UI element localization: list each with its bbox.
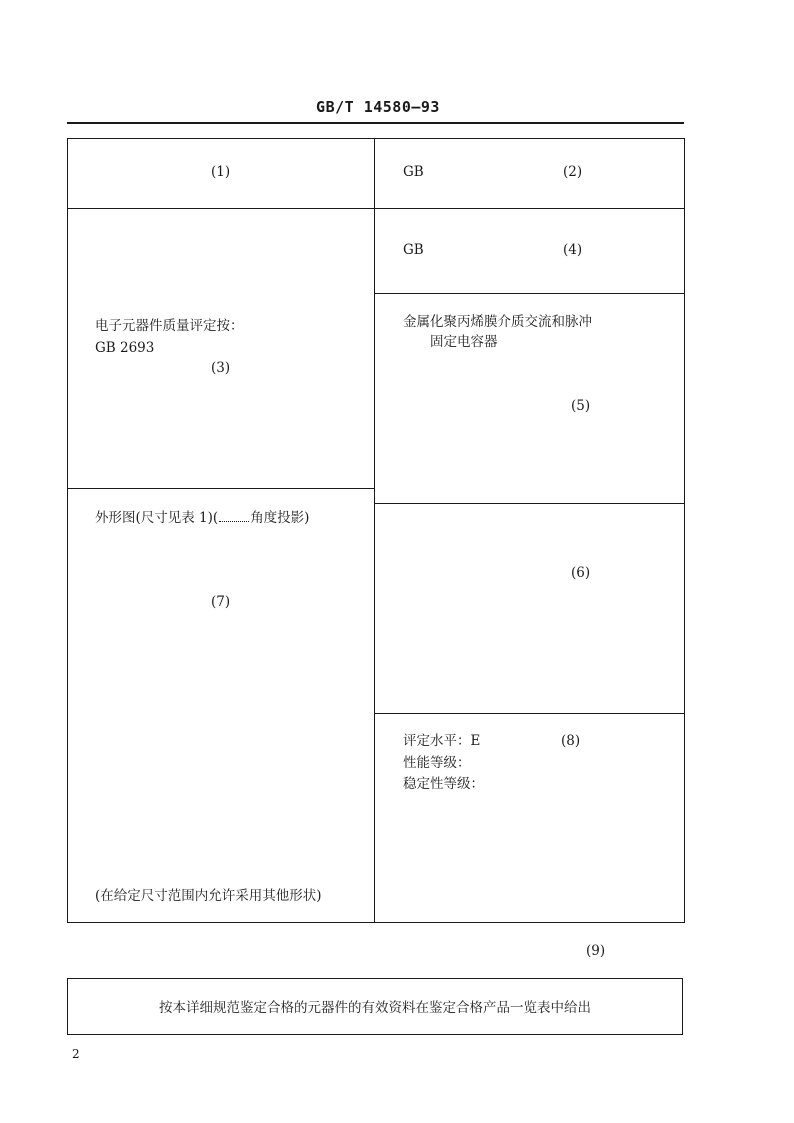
table-right-line-5 [374,713,684,714]
page-number: 2 [72,1047,80,1061]
cell-2-marker: (2) [563,164,583,180]
cell-4-marker: (4) [563,242,583,258]
cell-2-prefix: GB [403,164,424,180]
cell-4-prefix: GB [403,242,424,258]
projection-angle-blank [219,509,249,522]
cell-3-marker: (3) [211,360,231,376]
cell-6-marker: (6) [571,565,591,581]
standard-code-header: GB/T 14580—93 [316,98,440,116]
cell-3-line2: GB 2693 [95,340,155,356]
cell-8-performance: 性能等级： [403,755,471,771]
spec-table [67,138,685,923]
cell-3-line1: 电子元器件质量评定按： [95,318,244,334]
cell-8-stability: 稳定性等级： [403,776,484,792]
table-center-divider [374,138,375,922]
table-left-line-3 [67,488,375,489]
cell-5-marker: (5) [571,398,591,414]
cell-7-marker: (7) [211,594,231,610]
table-right-line-4 [374,503,684,504]
cell-7-title [95,509,309,526]
header-rule [67,122,684,124]
cell-5-line2: 固定电容器 [430,334,498,350]
qualification-note-text: 按本详细规范鉴定合格的元器件的有效资料在鉴定合格产品一览表中给出 [159,1000,591,1016]
cell-1-marker: (1) [211,164,231,180]
cell-7-title-prefix: 外形图(尺寸见表 1)( [95,510,219,526]
table-right-line-2 [374,293,684,294]
cell-5-line1: 金属化聚丙烯膜介质交流和脉冲 [403,314,592,330]
cell-8-marker: (8) [561,733,581,749]
cell-7-note: (在给定尺寸范围内允许采用其他形状) [95,888,322,904]
cell-8-level: 评定水平：E [403,733,481,749]
qualification-note-box [67,978,683,1035]
table-row-line-1 [67,208,684,209]
cell-9-marker: (9) [586,943,606,959]
cell-7-title-suffix: 角度投影) [250,510,310,526]
